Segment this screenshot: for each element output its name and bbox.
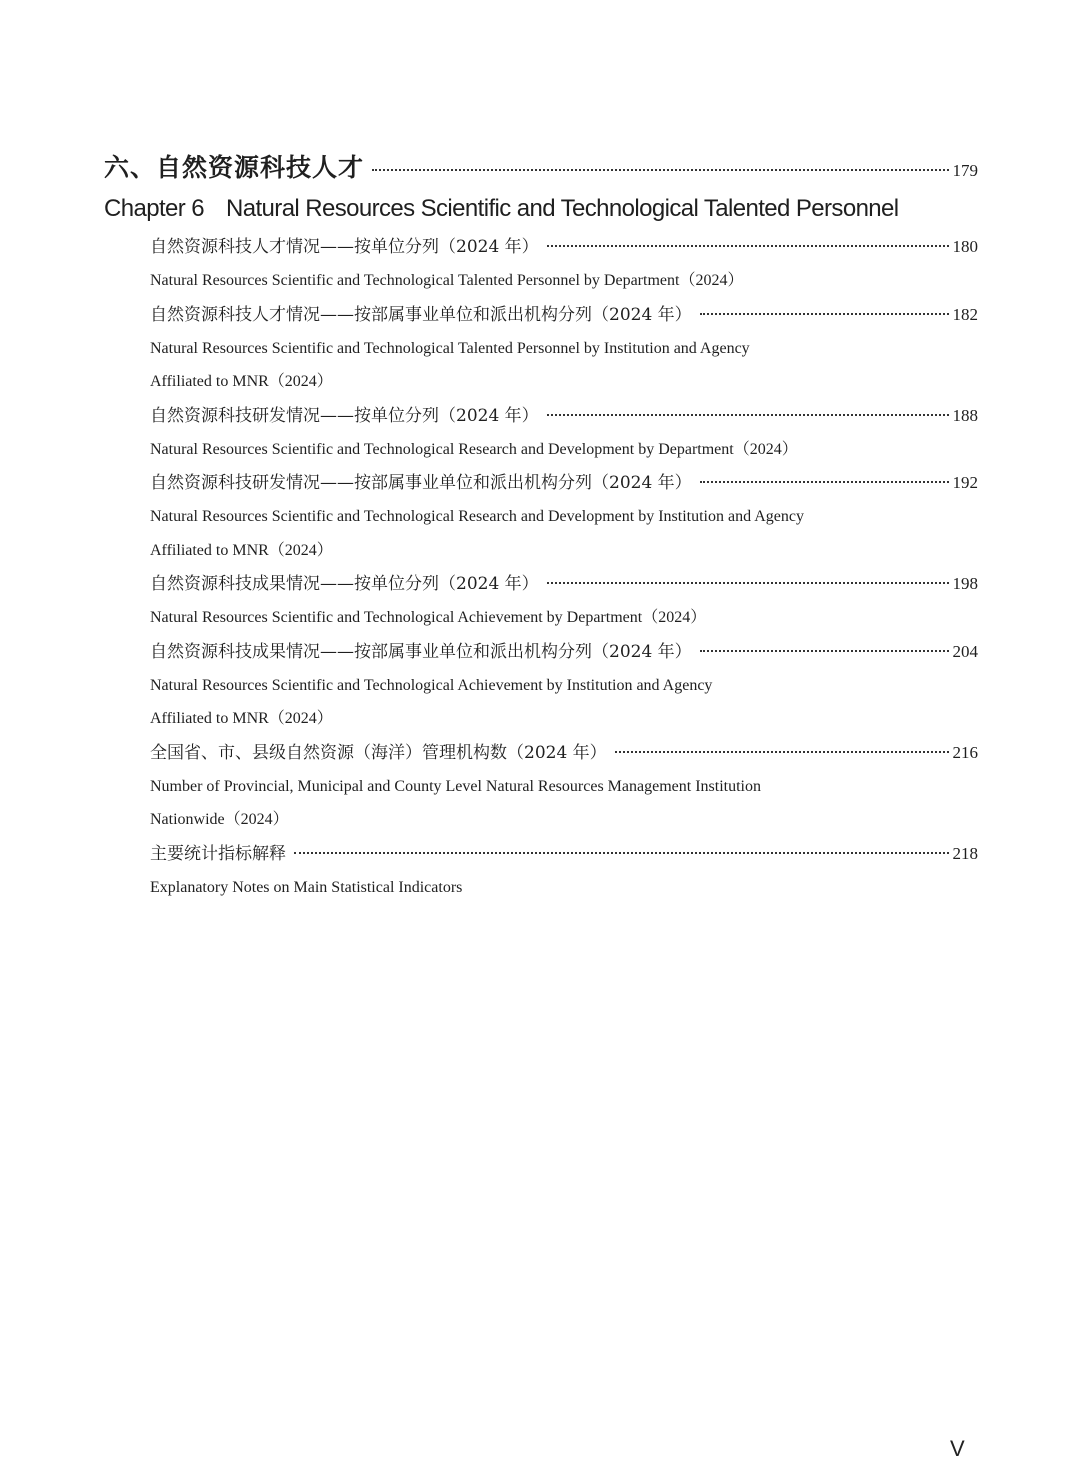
toc-entry-cn[interactable] [150,298,978,332]
leader-dots [547,245,949,247]
toc-entry-title-en [150,264,920,298]
chapter-heading-en [104,188,978,230]
toc-entry [150,466,978,567]
leader-dots [294,852,949,854]
toc-entry-title-cn: 自然资源科技成果情况——按部属事业单位和派出机构分列（2024 年） [150,641,692,662]
table-of-contents [104,148,978,904]
page-number: V [950,1436,965,1461]
toc-entry-title-en [150,500,920,567]
toc-entry-en-line: Nationwide（2024） [150,811,289,828]
chapter-heading-cn[interactable] [104,148,978,188]
toc-entry-title-en [150,871,920,905]
toc-entry-en-line: Natural Resources Scientific and Technological Achievement by Department（2024） [150,609,707,626]
toc-entry-title-en [150,601,920,635]
leader-dots [615,751,949,753]
toc-entry [150,567,978,635]
toc-entry-en-line: Affiliated to MNR（2024） [150,710,333,727]
toc-entry-page: 188 [952,405,978,425]
toc-entry-page: 192 [952,473,978,492]
toc-entry-page: 180 [952,237,978,256]
toc-entry-title-cn: 自然资源科技研发情况——按单位分列（2024 年） [150,405,539,426]
toc-entry-en-line: Affiliated to MNR（2024） [150,541,333,559]
chapter-number-en: Chapter 6 [104,195,204,222]
toc-entry-title-cn: 自然资源科技人才情况——按单位分列（2024 年） [150,237,539,257]
toc-entry [150,399,978,467]
toc-entry-title-en [150,332,920,399]
toc-entry-title-en [150,433,920,467]
leader-dots [372,169,948,171]
leader-dots [700,650,949,652]
leader-dots [700,481,949,483]
chapter-title-cn: 六、自然资源科技人才 [104,153,365,182]
leader-dots [547,582,949,584]
toc-entry [150,837,978,905]
toc-entry-en-line: Natural Resources Scientific and Technological Research and Development by Department（2024） [150,440,798,458]
toc-entry-cn[interactable] [150,736,978,770]
toc-entry-title-cn: 自然资源科技人才情况——按部属事业单位和派出机构分列（2024 年） [150,304,692,325]
toc-entry-title-cn: 主要统计指标解释 [150,843,286,864]
toc-entry-en-line: Natural Resources Scientific and Technological Achievement by Institution and Agency [150,676,713,694]
leader-dots [547,414,949,416]
toc-entry-page: 218 [952,843,978,863]
toc-entry-en-line: Natural Resources Scientific and Technological Talented Personnel by Department（2024） [150,272,744,289]
toc-entry-page: 182 [952,304,978,324]
toc-entry-page: 216 [952,742,978,762]
toc-entry [150,298,978,399]
toc-entry-cn[interactable] [150,466,978,500]
toc-entry-title-cn: 全国省、市、县级自然资源（海洋）管理机构数（2024 年） [150,742,607,763]
leader-dots [700,313,949,315]
chapter-title-en: Natural Resources Scientific and Technological Talented Personnel [226,195,899,222]
toc-entry-page: 204 [952,641,978,661]
toc-entry-page: 198 [952,574,978,593]
toc-entry-title-cn: 自然资源科技研发情况——按部属事业单位和派出机构分列（2024 年） [150,473,692,493]
chapter-page-number: 179 [952,161,978,180]
toc-entry-cn[interactable] [150,567,978,601]
toc-entry-cn[interactable] [150,635,978,669]
toc-entry-title-en [150,770,920,837]
toc-entry-title-cn: 自然资源科技成果情况——按单位分列（2024 年） [150,574,539,594]
toc-entry-en-line: Number of Provincial, Municipal and County Level Natural Resources Management Institution [150,777,761,795]
toc-entry-en-line: Explanatory Notes on Main Statistical Indicators [150,878,463,896]
toc-entry-title-en [150,669,920,736]
toc-entry-en-line: Natural Resources Scientific and Technological Research and Development by Institution and Agency [150,508,804,525]
toc-entry-cn[interactable] [150,230,978,264]
toc-entry-en-line: Affiliated to MNR（2024） [150,373,333,390]
toc-entry [150,736,978,837]
toc-entries [104,230,978,904]
toc-entry-en-line: Natural Resources Scientific and Technological Talented Personnel by Institution and Agency [150,339,750,357]
toc-entry-cn[interactable] [150,837,978,871]
toc-entry [150,635,978,736]
toc-entry [150,230,978,298]
toc-entry-cn[interactable] [150,399,978,433]
